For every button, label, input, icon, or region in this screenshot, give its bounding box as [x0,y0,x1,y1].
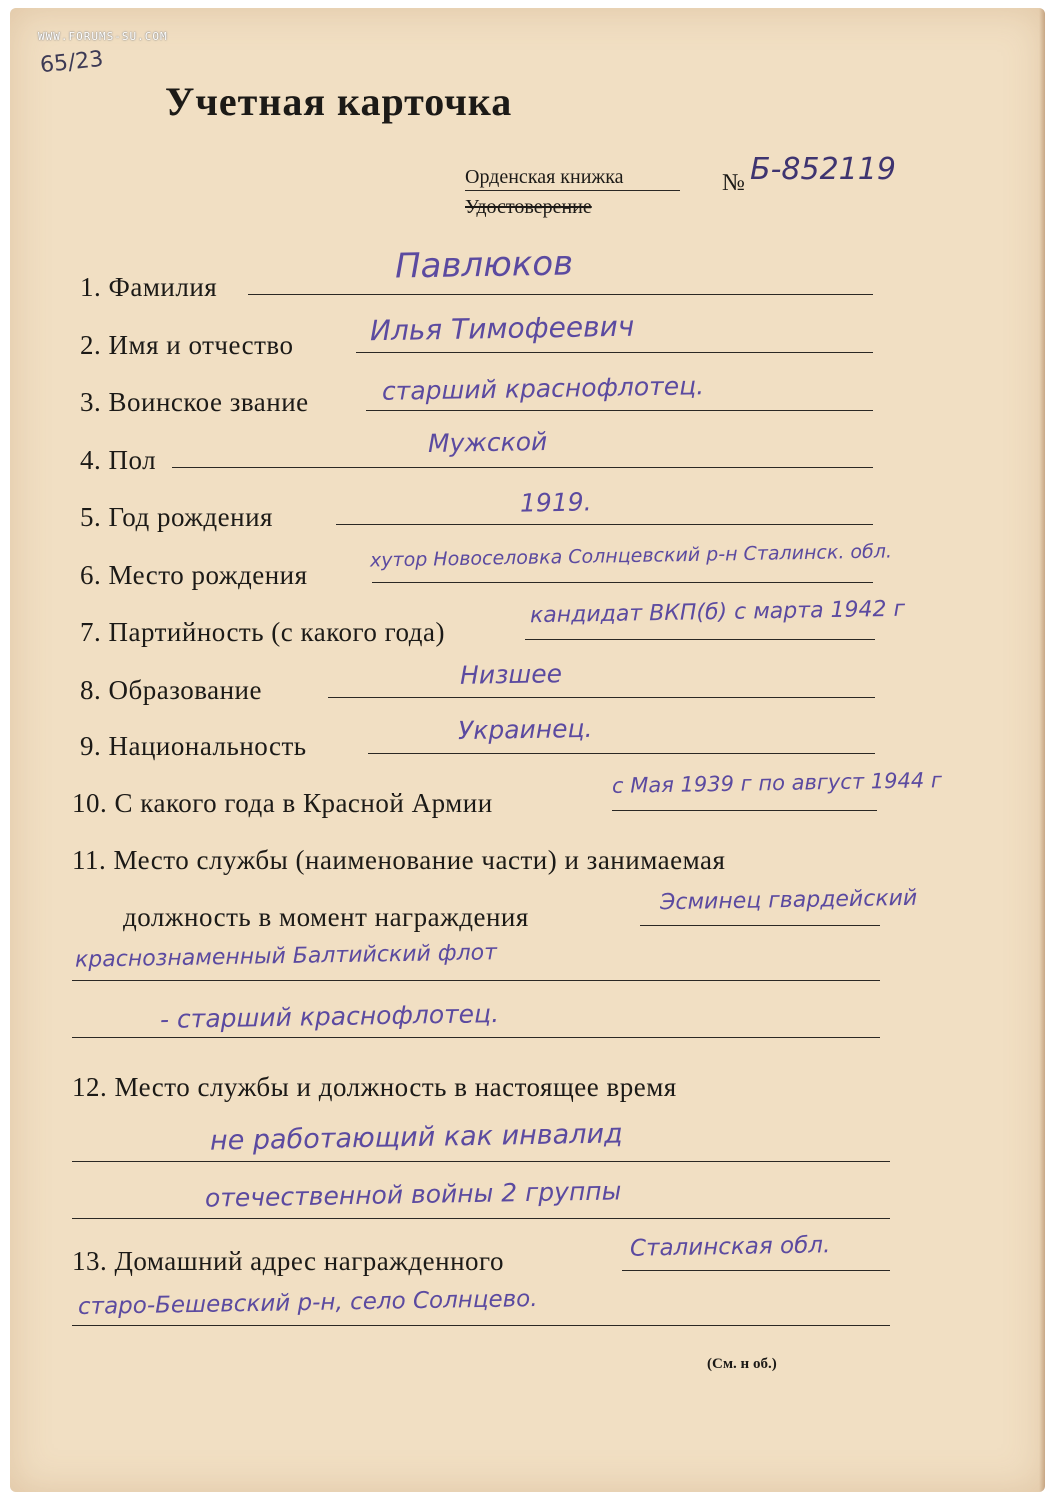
order-book-number: Б-852119 [750,152,896,187]
field-label-army-since: 10. С какого года в Красной Армии [72,788,493,818]
field-value-current-1: не работающий как инвалид [209,1118,623,1157]
certificate-label: Удостоверение [465,196,592,218]
field-label-surname: 1. Фамилия [80,272,218,302]
field-label-current-service: 12. Место службы и должность в настоящее время [72,1072,677,1102]
field-value-address-1: Сталинская обл. [629,1232,831,1262]
field-line-party [525,639,875,640]
field-value-surname: Павлюков [394,243,574,287]
number-sign: № [722,170,745,196]
field-line-education [328,697,875,698]
field-line-service-2 [72,980,880,981]
field-value-service-2: краснознаменный Балтийский флот [74,940,498,973]
field-line-service-1 [640,925,880,926]
field-value-nationality: Украинец. [457,713,593,746]
field-value-birthplace: хутор Новоселовка Солнцевский р-н Сталинск. обл. [369,540,893,572]
field-value-name: Илья Тимофеевич [369,309,635,348]
see-reverse-note: (См. н об.) [707,1356,777,1372]
field-value-army-since: с Мая 1939 г по август 1944 г [611,768,943,798]
card-edge-shadow [1039,8,1045,1492]
field-label-service-position: должность в момент награждения [123,902,529,932]
field-value-sex: Мужской [427,426,548,459]
field-line-birthplace [372,582,873,583]
field-value-current-2: отечественной войны 2 группы [204,1176,622,1213]
field-label-sex: 4. Пол [80,445,157,475]
field-label-birthplace: 6. Место рождения [80,560,308,590]
field-value-rank: старший краснофлотец. [381,371,705,406]
archive-number: 65/23 [38,46,105,79]
field-label-name: 2. Имя и отчество [80,330,294,360]
field-label-nationality: 9. Национальность [80,731,307,761]
card-title: Учетная карточка [165,79,513,124]
field-line-service-3 [72,1037,880,1038]
field-line-birth-year [336,524,873,525]
field-line-sex [172,467,873,468]
field-line-surname [248,294,873,295]
field-line-address-1 [622,1270,890,1271]
field-line-rank [366,410,873,411]
field-label-service-place: 11. Место службы (наименование части) и занимаемая [72,845,726,875]
field-value-birth-year: 1919. [519,487,592,518]
field-line-name [356,352,873,353]
field-line-nationality [368,753,875,754]
order-book-divider [465,190,680,191]
field-label-birth-year: 5. Год рождения [80,502,273,532]
field-label-home-address: 13. Домашний адрес награжденного [72,1246,504,1276]
field-line-army-since [612,810,877,811]
field-value-service-3: - старший краснофлотец. [159,999,500,1034]
field-value-party: кандидат ВКП(б) с марта 1942 г [529,596,906,629]
field-line-current-2 [72,1218,890,1219]
field-value-service-1: Эсминец гвардейский [659,885,918,916]
field-label-party: 7. Партийность (с какого года) [80,617,445,647]
order-book-label: Орденская книжка [465,166,624,188]
field-label-rank: 3. Воинское звание [80,387,309,417]
field-line-current-1 [72,1161,890,1162]
field-label-education: 8. Образование [80,675,262,705]
field-value-address-2: старо-Бешевский р-н, село Солнцево. [77,1285,538,1321]
field-value-education: Низшее [459,659,563,690]
site-watermark: WWW.FORUMS-SU.COM [38,30,168,43]
field-line-address-2 [72,1325,890,1326]
